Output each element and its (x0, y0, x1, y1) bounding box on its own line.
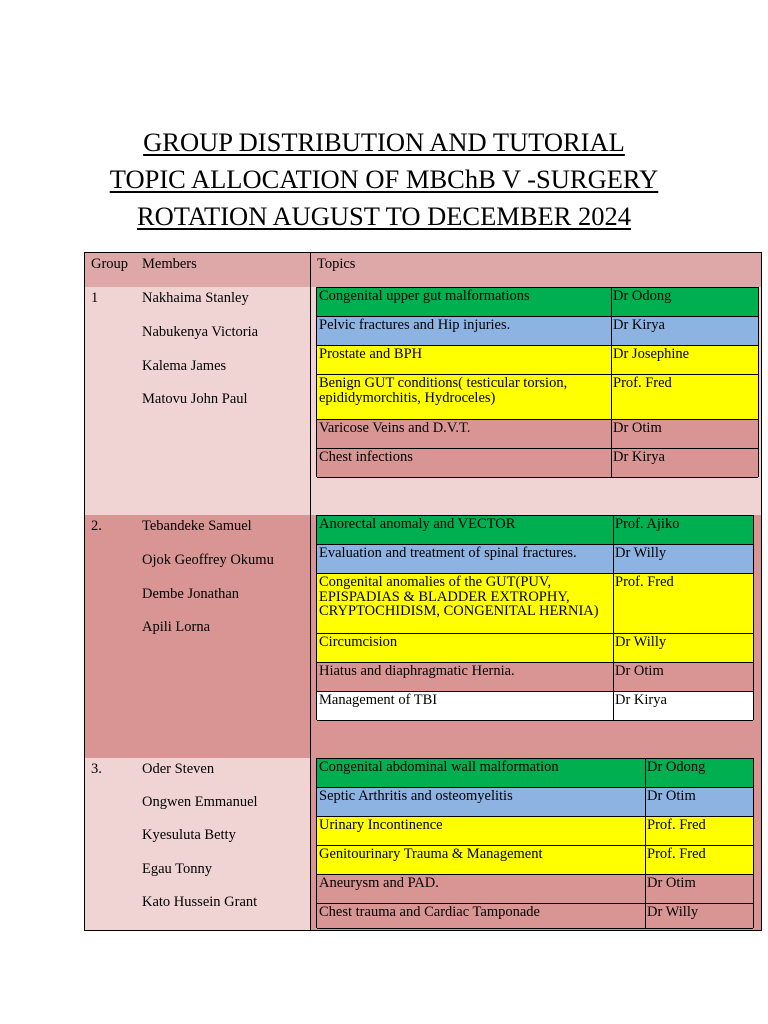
topic-title: Benign GUT conditions( testicular torsion, epididymorchitis, Hydroceles) (319, 375, 568, 406)
topic-row (317, 346, 758, 375)
topic-row (317, 574, 753, 634)
topic-title: Congenital upper gut malformations (319, 288, 530, 304)
topic-row (317, 759, 753, 788)
column-divider (613, 545, 614, 574)
group-number: 1 (91, 290, 99, 306)
member-name: Oder Steven (142, 761, 215, 777)
lecturer-name: Dr Willy (615, 545, 667, 561)
topic-row (317, 375, 758, 420)
document-title (0, 124, 768, 235)
topic-row (317, 692, 753, 721)
lecturer-name: Dr Kirya (615, 692, 667, 708)
topic-row (317, 817, 753, 846)
column-divider (645, 817, 646, 846)
column-divider (611, 449, 612, 478)
topic-title: Urinary Incontinence (319, 817, 443, 833)
column-divider (613, 663, 614, 692)
lecturer-name: Dr Odong (647, 759, 706, 775)
topic-title: Aneurysm and PAD. (319, 875, 439, 891)
column-divider (645, 846, 646, 875)
table-header-row (85, 253, 761, 288)
lecturer-name: Prof. Fred (647, 817, 706, 833)
lecturer-name: Dr Odong (613, 288, 672, 304)
title-line-1: GROUP DISTRIBUTION AND TUTORIAL (143, 127, 625, 157)
group-row (85, 758, 761, 930)
topic-title: Chest infections (319, 449, 413, 465)
topics-inner-table (316, 287, 759, 477)
topic-row (317, 875, 753, 904)
topic-row (317, 449, 758, 478)
column-divider (613, 692, 614, 721)
topic-title: Management of TBI (319, 692, 438, 708)
member-name: Nabukenya Victoria (142, 324, 259, 340)
member-name: Dembe Jonathan (142, 586, 240, 602)
members-topics-divider (310, 253, 311, 930)
header-group: Group (91, 256, 129, 272)
topic-title: Septic Arthritis and osteomyelitis (319, 788, 513, 804)
lecturer-name: Dr Otim (647, 788, 696, 804)
lecturer-name: Dr Willy (615, 634, 667, 650)
column-divider (611, 420, 612, 449)
lecturer-name: Prof. Fred (615, 574, 674, 590)
member-name: Kyesuluta Betty (142, 827, 236, 843)
group-number: 3. (91, 761, 102, 777)
column-divider (613, 516, 614, 545)
column-divider (613, 634, 614, 663)
topic-title: Varicose Veins and D.V.T. (319, 420, 471, 436)
lecturer-name: Prof. Fred (613, 375, 672, 391)
member-name: Egau Tonny (142, 861, 213, 877)
topic-row (317, 846, 753, 875)
lecturer-name: Prof. Fred (647, 846, 706, 862)
column-divider (645, 904, 646, 929)
topic-row (317, 288, 758, 317)
lecturer-name: Dr Kirya (613, 449, 665, 465)
topic-title: Chest trauma and Cardiac Tamponade (319, 904, 540, 920)
column-divider (611, 346, 612, 375)
column-divider (613, 574, 614, 634)
lecturer-name: Prof. Ajiko (615, 516, 680, 532)
topic-row (317, 420, 758, 449)
member-name: Kato Hussein Grant (142, 894, 258, 910)
column-divider (645, 788, 646, 817)
topic-row (317, 663, 753, 692)
topic-title: Hiatus and diaphragmatic Hernia. (319, 663, 515, 679)
lecturer-name: Dr Kirya (613, 317, 665, 333)
group-row (85, 287, 761, 515)
group-number: 2. (91, 518, 102, 534)
topic-row (317, 545, 753, 574)
topic-row (317, 317, 758, 346)
topic-title: Congenital abdominal wall malformation (319, 759, 559, 775)
topics-inner-table (316, 758, 754, 928)
topic-row (317, 788, 753, 817)
header-members: Members (142, 256, 197, 272)
member-name: Ojok Geoffrey Okumu (142, 552, 274, 568)
topic-title: Evaluation and treatment of spinal fractures. (319, 545, 577, 561)
lecturer-name: Dr Willy (647, 904, 699, 920)
column-divider (611, 288, 612, 317)
topic-row (317, 516, 753, 545)
topic-title: Circumcision (319, 634, 398, 650)
lecturer-name: Dr Otim (613, 420, 662, 436)
header-topics: Topics (317, 256, 356, 272)
topic-title: Prostate and BPH (319, 346, 423, 362)
topic-title: Pelvic fractures and Hip injuries. (319, 317, 511, 333)
member-name: Matovu John Paul (142, 391, 248, 407)
topic-title: Congenital anomalies of the GUT(PUV, EPISPADIAS & BLADDER EXTROPHY, CRYPTOCHIDISM, CONGENITAL HERNIA) (319, 574, 599, 619)
title-line-2: TOPIC ALLOCATION OF MBChB V -SURGERY (109, 164, 659, 194)
member-name: Nakhaima Stanley (142, 290, 249, 306)
topic-row (317, 634, 753, 663)
topic-title: Anorectal anomaly and VECTOR (319, 516, 516, 532)
column-divider (611, 317, 612, 346)
column-divider (645, 759, 646, 788)
lecturer-name: Dr Josephine (613, 346, 690, 362)
lecturer-name: Dr Otim (615, 663, 664, 679)
member-name: Tebandeke Samuel (142, 518, 252, 534)
topic-title: Genitourinary Trauma & Management (319, 846, 543, 862)
topic-row (317, 904, 753, 929)
member-name: Ongwen Emmanuel (142, 794, 258, 810)
lecturer-name: Dr Otim (647, 875, 696, 891)
column-divider (645, 875, 646, 904)
title-line-3: ROTATION AUGUST TO DECEMBER 2024 (136, 201, 632, 231)
member-name: Apili Lorna (142, 619, 211, 635)
group-row (85, 515, 761, 758)
member-name: Kalema James (142, 358, 227, 374)
topics-inner-table (316, 515, 754, 720)
column-divider (611, 375, 612, 420)
allocation-table (84, 252, 762, 931)
